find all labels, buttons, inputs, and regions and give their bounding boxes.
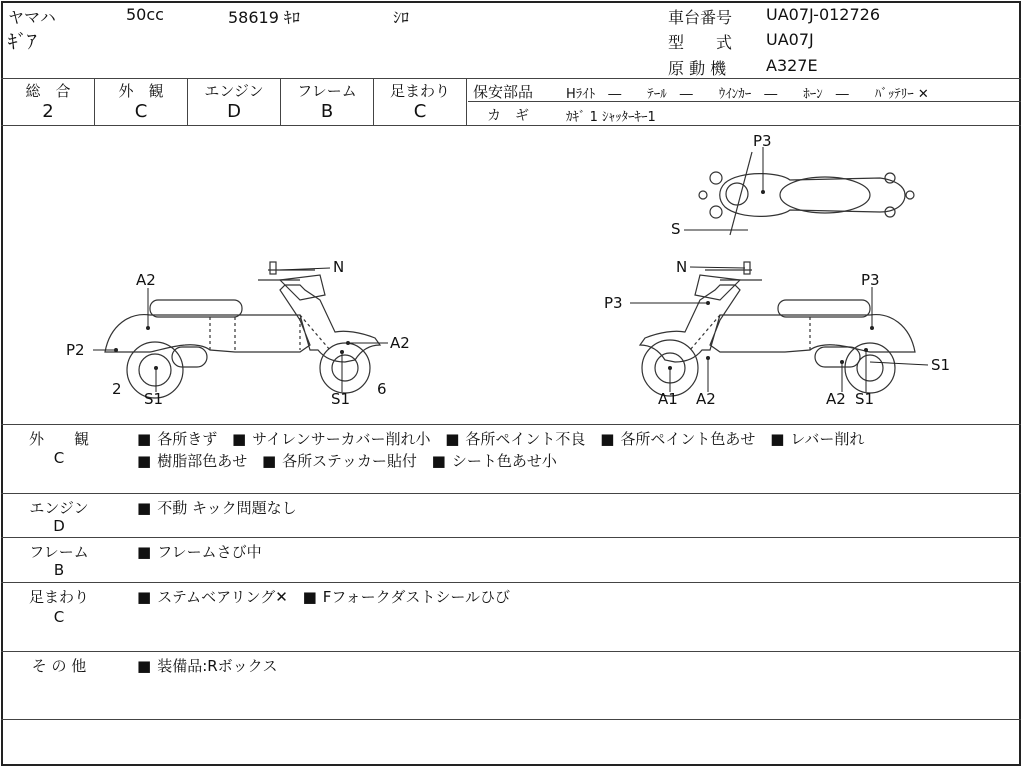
score-label-engine: エンジン xyxy=(204,82,264,100)
note-category-frame: フレーム xyxy=(29,543,89,561)
score-value-frame: B xyxy=(320,101,334,122)
displacement: 50cc xyxy=(126,5,164,24)
safety-label: 保安部品 xyxy=(473,83,534,101)
damage-diagram xyxy=(0,126,1022,424)
score-value-suspension: C xyxy=(413,101,427,122)
note-item: ■ 各所ペイント色あせ xyxy=(600,430,755,448)
label-s1: S1 xyxy=(331,390,351,408)
score-label-overall: 総 合 xyxy=(25,82,71,100)
key-value: ｶｷﾞ 1 ｼｬｯﾀｰｷｰ1 xyxy=(566,110,656,125)
divider xyxy=(1,537,1021,538)
note-item: ■ ステムベアリング✕ xyxy=(137,588,288,606)
note-item: ■ 各所ペイント不良 xyxy=(445,430,585,448)
note-category-other: そ の 他 xyxy=(31,657,87,675)
divider xyxy=(1,493,1021,494)
label-a1: A1 xyxy=(658,390,678,408)
note-item: ■ 各所ステッカー貼付 xyxy=(262,452,417,470)
color: ｼﾛ xyxy=(393,8,410,27)
label-p2: P2 xyxy=(66,341,85,359)
label-n: N xyxy=(333,258,345,276)
right-body-outline xyxy=(640,285,915,362)
label-a2: A2 xyxy=(390,334,410,352)
mileage: 58619 ｷﾛ xyxy=(228,8,300,27)
note-item: ■ 各所きず xyxy=(137,430,217,448)
note-item: ■ 樹脂部色あせ xyxy=(137,452,247,470)
note-grade-suspension: C xyxy=(53,608,65,626)
label-s1: S1 xyxy=(855,390,875,408)
note-line xyxy=(137,655,288,676)
score-label-frame: フレーム xyxy=(297,82,357,100)
label-a2: A2 xyxy=(826,390,846,408)
divider xyxy=(1,582,1021,583)
note-category-suspension: 足まわり xyxy=(28,588,89,606)
note-line xyxy=(137,428,874,449)
label-s1: S1 xyxy=(931,356,951,374)
model-name: ｷﾞｱ xyxy=(8,31,37,53)
label-p3: P3 xyxy=(753,132,772,150)
frame-no-label: 車台番号 xyxy=(668,8,733,27)
scooter-body-outline xyxy=(105,285,380,362)
label-a2: A2 xyxy=(696,390,716,408)
note-line xyxy=(137,586,520,607)
note-item: ■ サイレンサーカバー削れ小 xyxy=(232,430,430,448)
divider xyxy=(466,78,467,125)
safety-items: Hﾗｲﾄ ― ﾃｰﾙ ― ｳｲﾝｶｰ ― ﾎｰﾝ ― ﾊﾞｯﾃﾘｰ ✕ xyxy=(566,87,929,102)
divider xyxy=(1,424,1021,425)
label-s1: S1 xyxy=(144,390,164,408)
engine-label: 原 動 機 xyxy=(668,59,727,78)
key-label: カ ギ xyxy=(487,108,529,124)
muffler xyxy=(172,347,207,367)
type-label: 型 式 xyxy=(668,33,733,52)
divider xyxy=(1,719,1021,720)
note-item: ■ レバー削れ xyxy=(770,430,864,448)
score-value-exterior: C xyxy=(134,101,148,122)
note-item: ■ Fフォークダストシールひび xyxy=(303,588,510,606)
note-line xyxy=(137,497,307,518)
label-p3: P3 xyxy=(861,271,880,289)
note-category-exterior: 外 観 xyxy=(28,430,89,448)
score-value-overall: 2 xyxy=(42,101,54,122)
note-item: ■ フレームさび中 xyxy=(137,543,262,561)
note-item: ■ シート色あせ小 xyxy=(432,452,557,470)
scooter-top-view xyxy=(699,152,914,235)
score-value-engine: D xyxy=(227,101,241,122)
note-line xyxy=(137,541,272,562)
engine-value: A327E xyxy=(766,56,818,75)
label-n: N xyxy=(676,258,688,276)
divider xyxy=(1,651,1021,652)
label-p3: P3 xyxy=(604,294,623,312)
score-label-suspension: 足まわり xyxy=(389,82,450,100)
note-item: ■ 不動 キック問題なし xyxy=(137,499,297,517)
note-line xyxy=(137,450,567,471)
type-value: UA07J xyxy=(766,30,814,49)
maker: ヤマハ xyxy=(8,8,56,27)
top-seat xyxy=(780,177,870,213)
divider xyxy=(1,78,1021,79)
label-2: 2 xyxy=(112,380,122,398)
top-handlebar xyxy=(730,152,752,235)
label-a2: A2 xyxy=(136,271,156,289)
label-s: S xyxy=(671,220,681,238)
note-grade-engine: D xyxy=(53,517,65,535)
note-grade-frame: B xyxy=(53,561,65,579)
note-item: ■ 装備品:Rボックス xyxy=(137,657,278,675)
score-label-exterior: 外 観 xyxy=(118,82,164,100)
frame-no: UA07J-012726 xyxy=(766,5,881,24)
note-grade-exterior: C xyxy=(53,449,65,467)
label-6: 6 xyxy=(377,380,387,398)
right-rear-wheel xyxy=(845,343,895,393)
front-wheel xyxy=(320,343,370,393)
note-category-engine: エンジン xyxy=(29,499,89,517)
